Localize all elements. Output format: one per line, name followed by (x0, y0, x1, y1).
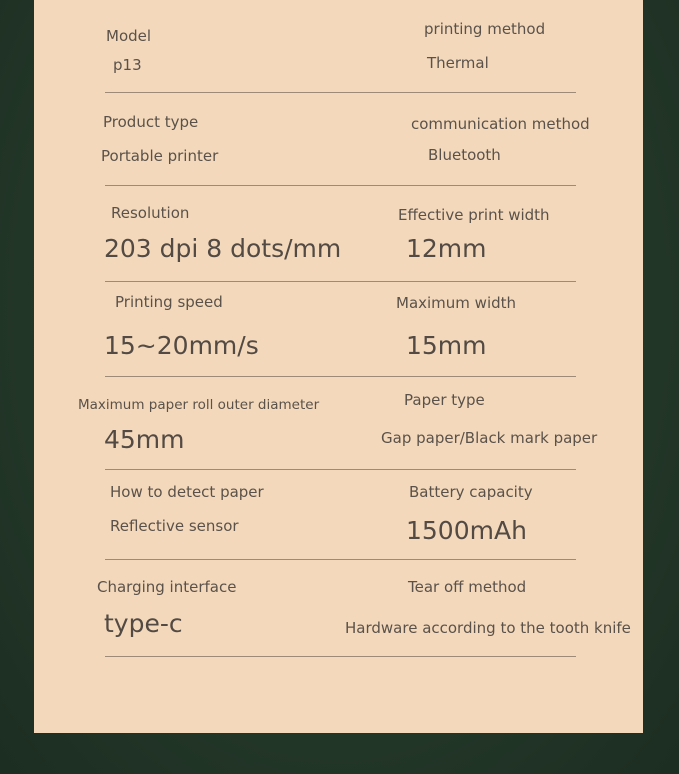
battery-capacity-label: Battery capacity (409, 483, 533, 501)
effective-print-width-label: Effective print width (398, 206, 550, 224)
tear-off-method-value: Hardware according to the tooth knife (345, 619, 631, 637)
resolution-label: Resolution (111, 204, 190, 222)
divider-6 (105, 559, 576, 560)
charging-interface-label: Charging interface (97, 578, 237, 596)
resolution-value: 203 dpi 8 dots/mm (104, 234, 342, 263)
tear-off-method-label: Tear off method (408, 578, 527, 596)
paper-type-value: Gap paper/Black mark paper (381, 429, 598, 447)
printing-method-label: printing method (424, 20, 546, 38)
maximum-width-label: Maximum width (396, 294, 517, 312)
effective-print-width-value: 12mm (406, 234, 487, 263)
divider-5 (105, 469, 576, 470)
product-type-label: Product type (103, 113, 199, 131)
maximum-width-value: 15mm (406, 331, 487, 360)
divider-1 (105, 92, 576, 93)
spec-card (34, 0, 643, 733)
paper-roll-diameter-value: 45mm (104, 425, 185, 454)
product-type-value: Portable printer (101, 147, 219, 165)
printing-speed-value: 15~20mm/s (104, 331, 259, 360)
printing-speed-label: Printing speed (115, 293, 223, 311)
model-label: Model (106, 27, 152, 45)
battery-capacity-value: 1500mAh (406, 516, 527, 545)
paper-roll-diameter-label: Maximum paper roll outer diameter (78, 397, 320, 413)
communication-method-label: communication method (411, 115, 590, 133)
divider-7 (105, 656, 576, 657)
divider-4 (105, 376, 576, 377)
charging-interface-value: type-c (104, 609, 183, 638)
printing-method-value: Thermal (427, 54, 489, 72)
detect-paper-label: How to detect paper (110, 483, 264, 501)
divider-2 (105, 185, 576, 186)
communication-method-value: Bluetooth (428, 146, 501, 164)
model-value: p13 (113, 56, 142, 74)
detect-paper-value: Reflective sensor (110, 517, 239, 535)
paper-type-label: Paper type (404, 391, 485, 409)
divider-3 (105, 281, 576, 282)
